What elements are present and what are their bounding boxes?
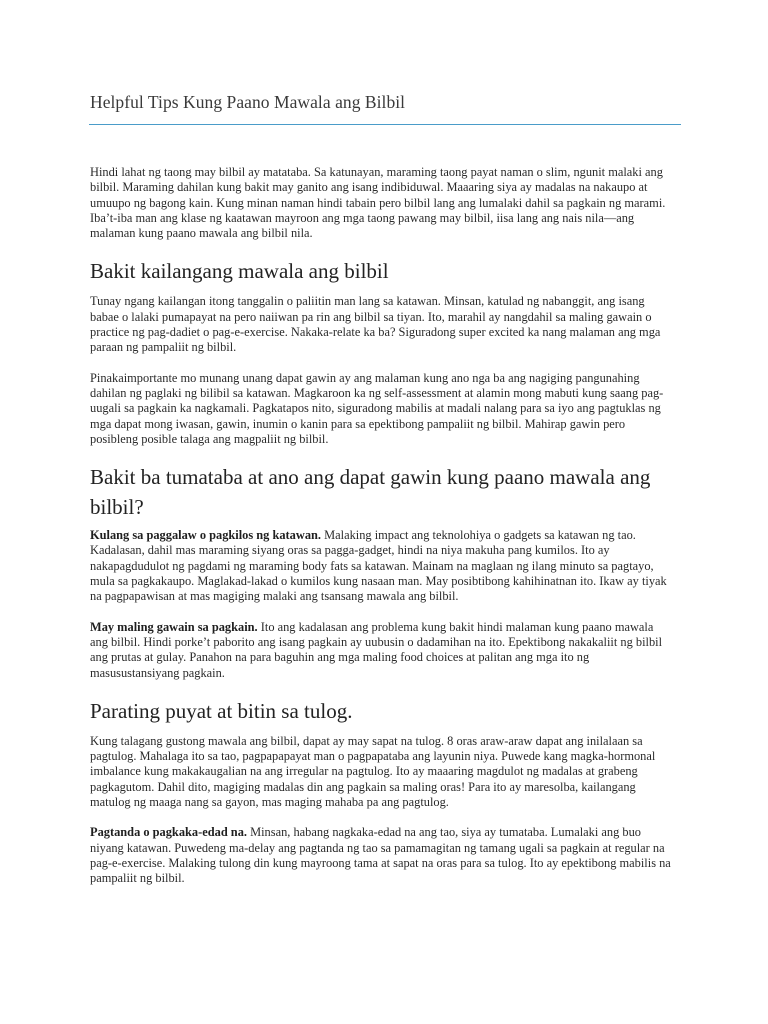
section2-paragraph-1-text: Malaking impact ang teknolohiya o gadgets sa katawan ng tao. Kadalasan, dahil mas maraming siyang oras sa pagga-gadget, hindi na niya makuha pang kumilos. Ito ay nakapagdudulot ng pagdami ng maraming body fats sa katawan. Mainam na maglaan ng ilang minuto sa pagtayo, mula sa pagkakaupo. Maglakad-lakad o kumilos kung nasaan man. May posibtibong kahihinatnan ito. Ikaw ay tiyak na pagpapawisan at mas magiging malaki ang tsansang mawala ang bilbil. <box>90 528 667 604</box>
section1-paragraph-2: Pinakaimportante mo munang unang dapat gawin ay ang malaman kung ano nga ba ang nagiging pangunahing dahilan ng paglaki ng bilibil sa katawan. Magkaroon ka ng self-assessment at alamin mong mabuti kung saang pag-uugali sa pagkain ka nagkamali. Pagkatapos nito, siguradong mabilis at madali nalang para sa iyo ang pagtuklas ng mga dapat mong iwasan, gawin, inumin o kanin para sa epektibong pampaliit ng bilbil. Mahirap gawin pero posibleng posible talaga ang magpaliit ng bilbil. <box>90 370 664 446</box>
section2-paragraph-2 <box>90 620 674 681</box>
section3-paragraph-2-lead: Pagtanda o pagkaka-edad na. <box>90 825 247 840</box>
section2-paragraph-1 <box>90 528 674 604</box>
document-title: Helpful Tips Kung Paano Mawala ang Bilbil <box>90 92 406 112</box>
section3-paragraph-2 <box>90 825 674 886</box>
section2-paragraph-2-text: Ito ang kadalasan ang problema kung bakit hindi malaman kung paano mawala ang bilbil. Hindi porke’t paborito ang isang pagkain ay uubusin o dadamihan na ito. Epektibong nakakaliit ng bilbil ang prutas at gulay. Panahon na para baguhin ang mga maling food choices at palitan ang mga ito ng masusustansiyang pagkain. <box>90 619 663 680</box>
section3-paragraph-1: Kung talagang gustong mawala ang bilbil, dapat ay may sapat na tulog. 8 oras araw-araw dapat ang inilalaan sa pagtulog. Mahalaga ito sa tao, pagpapapayat man o pagpapataba ang layunin niya. Puwede kang magka-hormonal imbalance kung makakaugalian na ang irregular na pagtulog. Ito ay maaaring magdulot ng madalas at grabeng pagkagutom. Dahil dito, magiging madalas din ang pagkain sa maling oras! Para ito ay maresolba, kailangang matulog ng maaga nang sa gayon, mas maging mahaba pa ang pagtulog. <box>90 733 656 810</box>
section2-paragraph-1-lead: Kulang sa paggalaw o pagkilos ng katawan. <box>90 528 322 543</box>
section3-paragraph-2-text: Minsan, habang nagkaka-edad na ang tao, siya ay tumataba. Lumalaki ang buo niyang katawan. Puwedeng ma-delay ang pagtanda ng tao sa pamamagitan ng tamang ugali sa pagkain at regular na pag-e-exercise. Malaking tulong din kung mayroong tama at sapat na oras para sa tulog. Ito ay epektibong mabilis na pampaliit ng bilbil. <box>90 825 671 886</box>
document-body <box>90 165 674 902</box>
title-divider <box>89 124 681 125</box>
section-heading-why-gain-weight: Bakit ba tumataba at ano ang dapat gawin kung paano mawala ang bilbil? <box>90 465 651 520</box>
intro-paragraph: Hindi lahat ng taong may bilbil ay matataba. Sa katunayan, maraming taong payat naman o slim, ngunit malaki ang bilbil. Maraming dahilan kung bakit may ganito ang isang indibiduwal. Maaaring siya ay madalas na nakaupo at umuupo ng bagong kain. Kung minan naman hindi tabain pero bilbil lang ang lumalaki dahil sa pagkain ng marami. Iba’t-iba man ang klase ng kaatawan mayroon ang mga taong pawang may bilbil, iisa lang ang nais nila—ang malaman kung paano mawala ang bilbil nila. <box>90 165 666 241</box>
section-heading-lack-of-sleep: Parating puyat at bitin sa tulog. <box>90 698 353 723</box>
section-heading-why-lose-belly: Bakit kailangang mawala ang bilbil <box>90 259 389 284</box>
section1-paragraph-1: Tunay ngang kailangan itong tanggalin o paliitin man lang sa katawan. Minsan, katulad ng nabanggit, ang isang babae o lalaki pumapayat na pero naiiwan pa rin ang bilbil sa tiyan. Ito, marahil ay nangdahil sa maling gawain o practice ng pag-dadiet o pag-e-exercise. Nakaka-relate ka ba? Siguradong super excited ka nang malaman ang mga paraan ng pampaliit ng bilbil. <box>90 294 661 355</box>
section2-paragraph-2-lead: May maling gawain sa pagkain. <box>90 619 258 634</box>
